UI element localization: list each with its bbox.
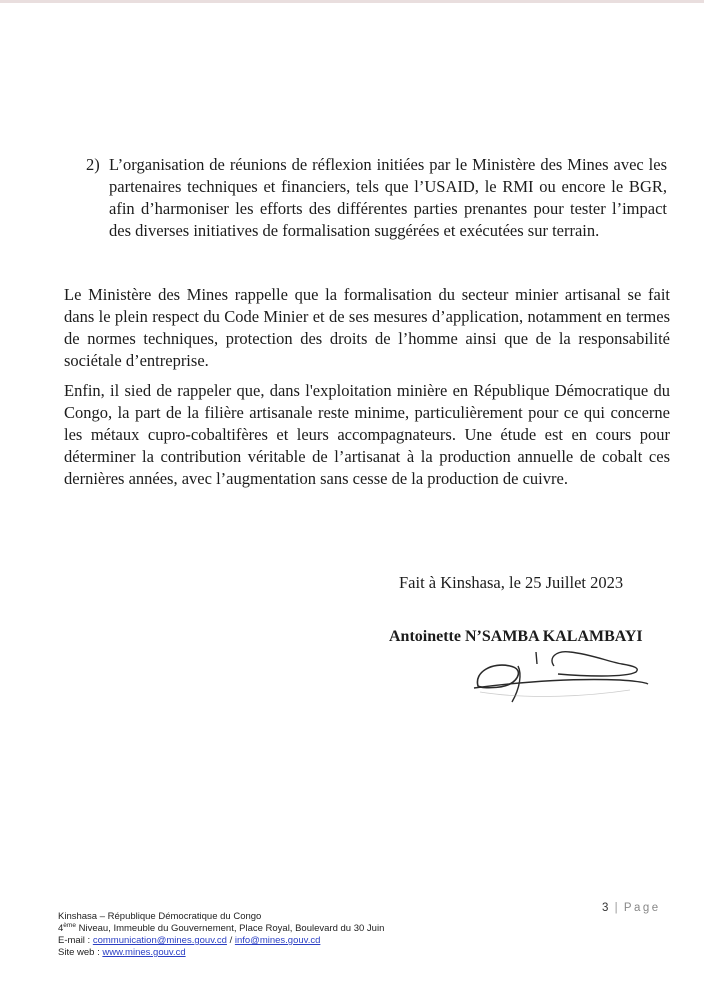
- email-link-communication[interactable]: communication@mines.gouv.cd: [92, 935, 227, 946]
- footer-address: [58, 911, 478, 959]
- page-number-value: 3: [602, 902, 609, 914]
- handwritten-signature: [440, 644, 660, 704]
- page-number: [602, 902, 661, 914]
- footer-floor-number: 4: [58, 923, 64, 934]
- footer-line-web: [58, 947, 478, 959]
- footer-web-label: Site web :: [58, 947, 103, 958]
- footer-address-text: Niveau, Immeuble du Gouvernement, Place Royal, Boulevard du 30 Juin: [75, 923, 385, 934]
- paragraph-artisanal-share: Enfin, il sied de rappeler que, dans l'exploitation minière en République Démocratique du Congo, la part de la filière artisanale reste minime, particulièrement pour ce qui concerne les métaux cupro-cobaltifères et leurs accompagnateurs. Une étude est en cours pour déterminer la contribution véritable de l’artisanat à la production annuelle de cobalt ces dernières années, avec l’augmentation sans cesse de la production de cuivre.: [64, 381, 670, 488]
- page-label: Page: [623, 902, 661, 914]
- paragraph-formalisation: Le Ministère des Mines rappelle que la formalisation du secteur minier artisanal se fait dans le plein respect du Code Minier et de ses mesures d’application, notamment en termes de normes techniques, protection des droits de l’homme ainsi que de la responsabilité sociétale d’entreprise.: [64, 285, 670, 370]
- website-link[interactable]: www.mines.gouv.cd: [102, 947, 186, 958]
- list-item-2: [86, 154, 670, 242]
- footer-email-separator: /: [226, 935, 235, 946]
- footer-line-email: [58, 935, 478, 947]
- footer-floor-suffix: ème: [63, 921, 76, 929]
- footer-line-country: Kinshasa – République Démocratique du Congo: [58, 911, 262, 922]
- footer-line-address: [58, 923, 478, 935]
- email-link-info[interactable]: info@mines.gouv.cd: [234, 935, 321, 946]
- page-separator: |: [614, 902, 618, 914]
- place-and-date: Fait à Kinshasa, le 25 Juillet 2023: [399, 573, 624, 592]
- signatory-name: Antoinette N’SAMBA KALAMBAYI: [389, 628, 643, 645]
- list-item-text: L’organisation de réunions de réflexion initiées par le Ministère des Mines avec les partenaires techniques et financiers, tels que l’USAID, le RMI ou encore le BGR, afin d’harmoniser les efforts des différentes parties prenantes pour tester l’impact des diverses initiatives de formalisation suggérées et exécutées sur terrain.: [109, 155, 667, 240]
- list-number: 2): [86, 155, 100, 174]
- footer-email-label: E-mail :: [58, 935, 93, 946]
